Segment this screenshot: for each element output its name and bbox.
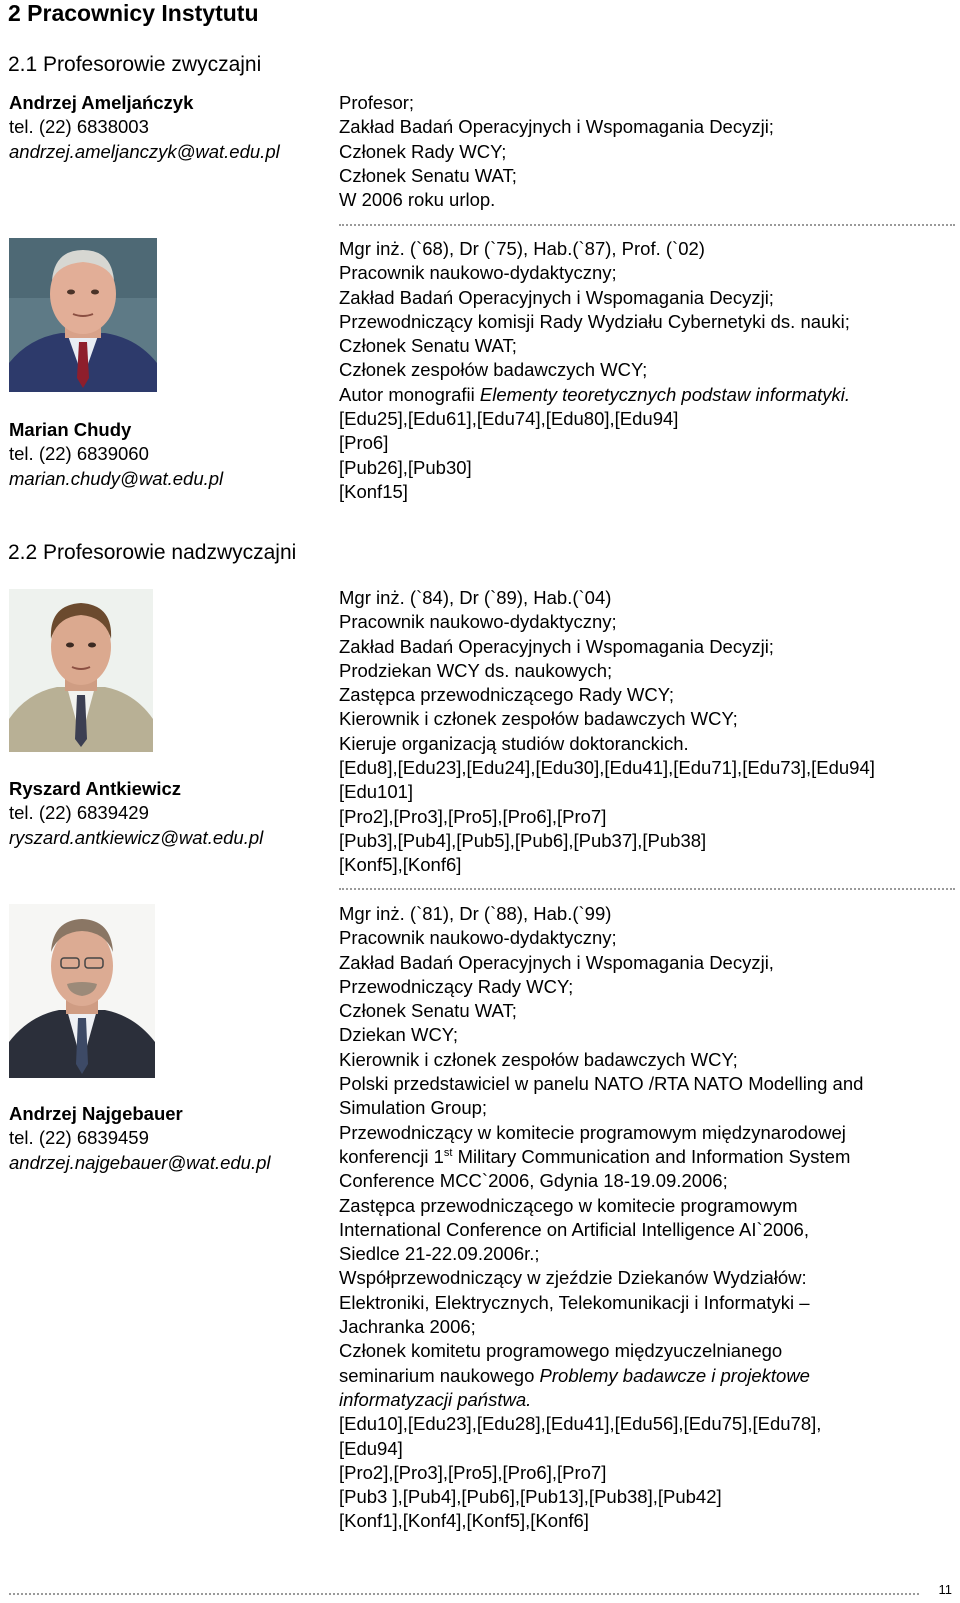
seminar-prefix: seminarium naukowego xyxy=(339,1364,540,1386)
description-line: Zakład Badań Operacyjnych i Wspomagania Decyzji, xyxy=(339,951,774,973)
description-line: [Pub26],[Pub30] xyxy=(339,456,472,478)
description-line: [Edu94] xyxy=(339,1437,403,1459)
description-line: [Pro2],[Pro3],[Pro5],[Pro6],[Pro7] xyxy=(339,1461,607,1483)
description-line: [Edu101] xyxy=(339,781,414,803)
description-line: Zakład Badań Operacyjnych i Wspomagania Decyzji; xyxy=(339,116,774,138)
person-description-antkiewicz xyxy=(339,586,959,878)
person-card-chudy xyxy=(9,418,223,491)
description-line: Elektroniki, Elektrycznych, Telekomunikacji i Informatyki – xyxy=(339,1291,810,1313)
section-title: 2 Pracownicy Instytutu xyxy=(8,0,259,26)
description-line: Współprzewodniczący w zjeździe Dziekanów Wydziałów: xyxy=(339,1267,807,1289)
photo-marian-chudy xyxy=(9,238,157,392)
description-line: [Pro6] xyxy=(339,432,389,454)
description-line: Mgr inż. (`84), Dr (`89), Hab.(`04) xyxy=(339,587,612,608)
seminar-title: informatyzacji państwa. xyxy=(339,1388,532,1410)
person-card-najgebauer xyxy=(9,1102,271,1175)
description-line: W 2006 roku urlop. xyxy=(339,189,496,211)
person-email: marian.chudy@wat.edu.pl xyxy=(9,467,224,489)
description-line: [Edu8],[Edu23],[Edu24],[Edu30],[Edu41],[Edu71],[Edu73],[Edu94] xyxy=(339,757,875,779)
seminar-line xyxy=(339,1364,959,1388)
description-line: Członek Senatu WAT; xyxy=(339,1000,517,1022)
description-line: Zakład Badań Operacyjnych i Wspomagania Decyzji; xyxy=(339,635,774,657)
description-line: Członek komitetu programowego międzyuczelnianego xyxy=(339,1340,783,1362)
description-line: Prodziekan WCY ds. naukowych; xyxy=(339,659,613,681)
description-line: Kieruje organizacją studiów doktoranckich. xyxy=(339,732,689,754)
person-phone: tel. (22) 6839060 xyxy=(9,443,149,465)
description-line: International Conference on Artificial Intelligence AI`2006, xyxy=(339,1218,809,1240)
person-phone: tel. (22) 6839429 xyxy=(9,802,149,824)
description-line: Zakład Badań Operacyjnych i Wspomagania Decyzji; xyxy=(339,286,774,308)
description-line: [Pub3 ],[Pub4],[Pub6],[Pub13],[Pub38],[Pub42] xyxy=(339,1486,722,1508)
person-name: Andrzej Ameljańczyk xyxy=(9,92,194,113)
description-line: Członek Senatu WAT; xyxy=(339,164,517,186)
description-line: Zastępca przewodniczącego Rady WCY; xyxy=(339,684,675,706)
footer-dotted-rule xyxy=(9,1593,919,1595)
seminar-title-continued xyxy=(339,1388,959,1412)
seminar-title: Problemy badawcze i projektowe xyxy=(539,1364,810,1386)
description-line: Przewodniczący w komitecie programowym międzynarodowej xyxy=(339,1121,846,1143)
description-line: Mgr inż. (`81), Dr (`88), Hab.(`99) xyxy=(339,903,612,924)
page-number: 11 xyxy=(938,1582,952,1597)
person-card-antkiewicz xyxy=(9,777,263,850)
description-line: [Konf15] xyxy=(339,480,408,502)
person-description-ameljanczyk xyxy=(339,91,959,212)
person-email: andrzej.ameljanczyk@wat.edu.pl xyxy=(9,140,280,162)
description-line: [Pub3],[Pub4],[Pub5],[Pub6],[Pub37],[Pub38] xyxy=(339,829,707,851)
person-phone: tel. (22) 6838003 xyxy=(9,116,149,138)
photo-andrzej-najgebauer xyxy=(9,904,155,1078)
person-description-najgebauer xyxy=(339,902,959,1534)
description-line: [Edu10],[Edu23],[Edu28],[Edu41],[Edu56],[Edu75],[Edu78], xyxy=(339,1413,822,1435)
description-line: Siedlce 21-22.09.2006r.; xyxy=(339,1243,540,1265)
person-card-ameljanczyk xyxy=(9,91,280,164)
description-line: Jachranka 2006; xyxy=(339,1316,476,1338)
subsection-title-ordinary-professors: 2.1 Profesorowie zwyczajni xyxy=(8,53,262,76)
description-line: Dziekan WCY; xyxy=(339,1024,459,1046)
description-line: Kierownik i członek zespołów badawczych WCY; xyxy=(339,708,738,730)
description-line: Członek Rady WCY; xyxy=(339,140,507,162)
conference-prefix: konferencji 1 xyxy=(339,1145,444,1167)
person-phone: tel. (22) 6839459 xyxy=(9,1127,149,1149)
person-name: Ryszard Antkiewicz xyxy=(9,778,182,799)
dotted-separator xyxy=(339,224,955,226)
description-line: [Konf1],[Konf4],[Konf5],[Konf6] xyxy=(339,1510,589,1532)
person-name: Marian Chudy xyxy=(9,419,132,440)
description-line: Pracownik naukowo-dydaktyczny; xyxy=(339,927,617,949)
description-line: Conference MCC`2006, Gdynia 18-19.09.2006; xyxy=(339,1170,728,1192)
person-name: Andrzej Najgebauer xyxy=(9,1103,183,1124)
conference-line xyxy=(339,1145,959,1169)
person-email: andrzej.najgebauer@wat.edu.pl xyxy=(9,1151,271,1173)
description-line: [Edu25],[Edu61],[Edu74],[Edu80],[Edu94] xyxy=(339,408,679,430)
description-line: Zastępca przewodniczącego w komitecie programowym xyxy=(339,1194,798,1216)
person-email: ryszard.antkiewicz@wat.edu.pl xyxy=(9,826,264,848)
description-line: Mgr inż. (`68), Dr (`75), Hab.(`87), Prof. (`02) xyxy=(339,238,705,259)
person-description-chudy xyxy=(339,237,959,504)
description-line: Pracownik naukowo-dydaktyczny; xyxy=(339,262,617,284)
description-line: Pracownik naukowo-dydaktyczny; xyxy=(339,611,617,633)
monograph-prefix: Autor monografii xyxy=(339,383,480,405)
description-line: Przewodniczący komisji Rady Wydziału Cybernetyki ds. nauki; xyxy=(339,310,850,332)
ordinal-superscript: st xyxy=(443,1146,453,1159)
monograph-title: Elementy teoretycznych podstaw informatyki. xyxy=(479,383,851,405)
photo-ryszard-antkiewicz xyxy=(9,589,153,752)
description-line: Członek zespołów badawczych WCY; xyxy=(339,359,648,381)
description-line: Polski przedstawiciel w panelu NATO /RTA NATO Modelling and xyxy=(339,1073,864,1095)
subsection-title-extraordinary-professors: 2.2 Profesorowie nadzwyczajni xyxy=(8,541,297,564)
dotted-separator xyxy=(339,888,955,890)
description-line: Simulation Group; xyxy=(339,1097,488,1119)
monograph-line xyxy=(339,383,959,407)
description-line: Członek Senatu WAT; xyxy=(339,335,517,357)
conference-suffix: Military Communication and Information System xyxy=(452,1145,851,1167)
description-line: [Pro2],[Pro3],[Pro5],[Pro6],[Pro7] xyxy=(339,805,607,827)
description-line: Profesor; xyxy=(339,92,415,113)
description-line: [Konf5],[Konf6] xyxy=(339,854,462,876)
description-line: Przewodniczący Rady WCY; xyxy=(339,975,574,997)
description-line: Kierownik i członek zespołów badawczych WCY; xyxy=(339,1048,738,1070)
